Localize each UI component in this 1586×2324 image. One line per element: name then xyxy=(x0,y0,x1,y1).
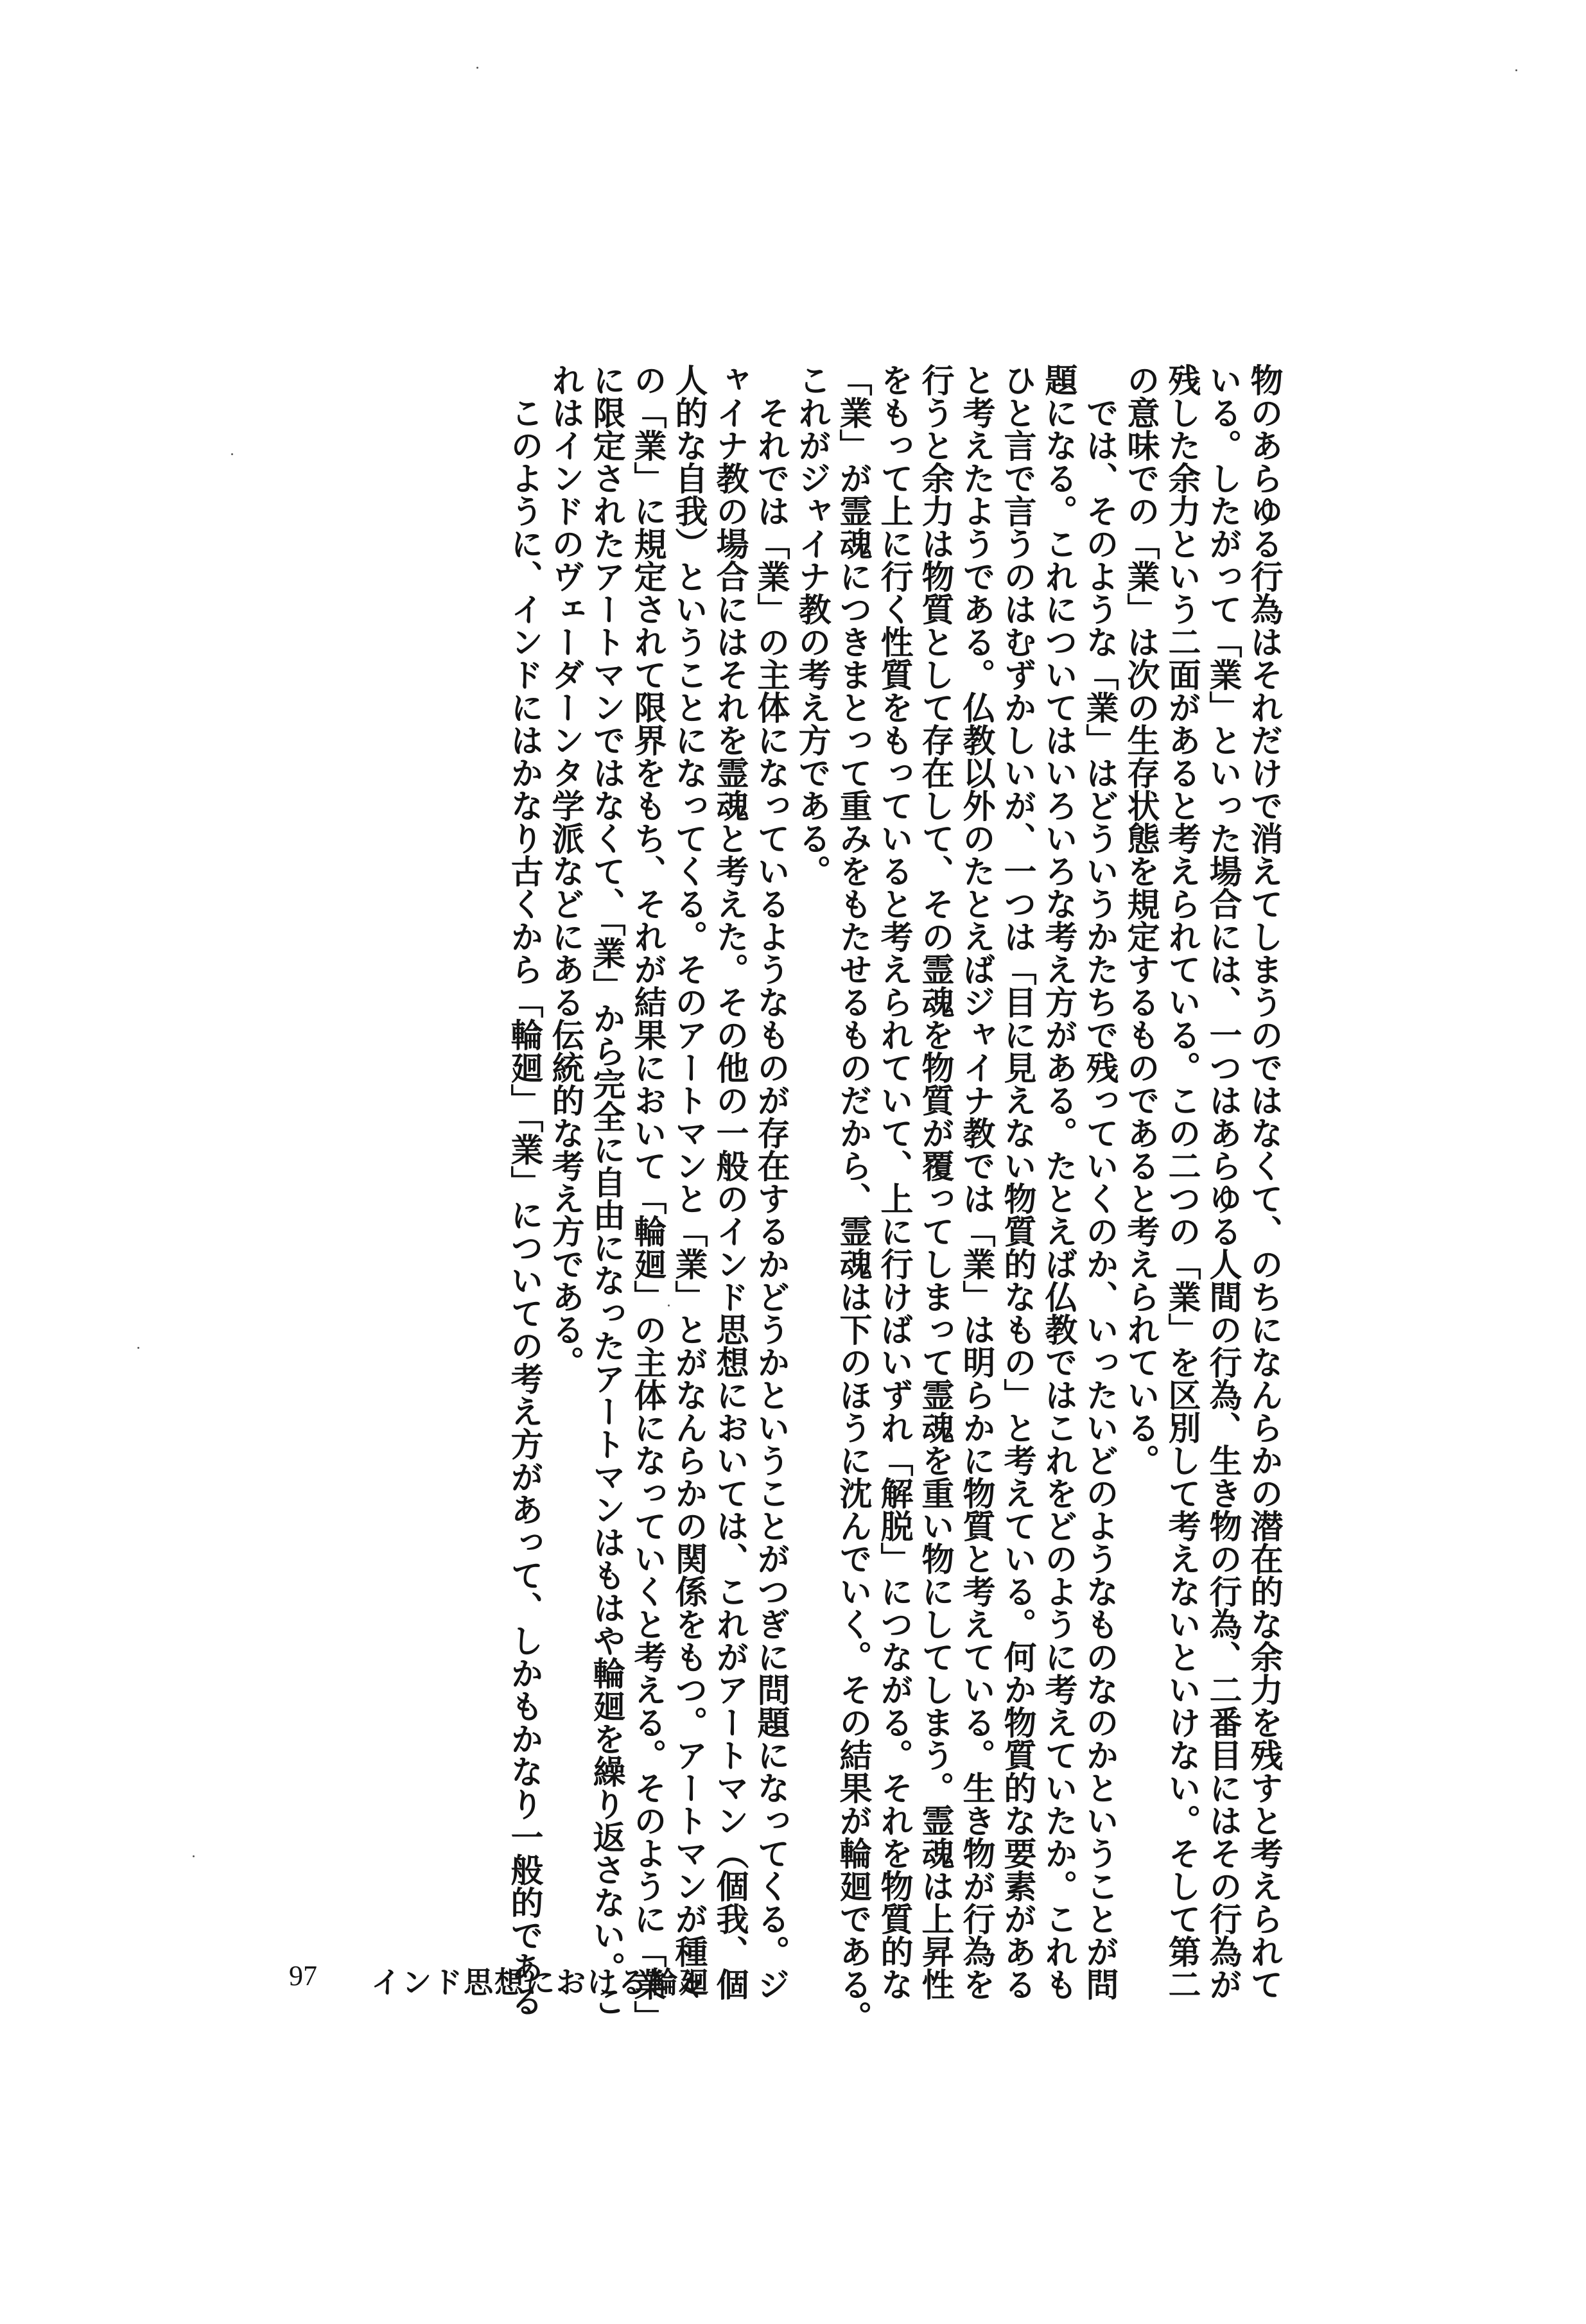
scan-speck xyxy=(137,1347,139,1349)
text-line: では、そのような「業」はどういうかたちで残っていくのか、いったいどのようなものなのかということが問 xyxy=(1080,363,1119,2000)
scan-speck xyxy=(1515,69,1517,71)
text-line: と考えたようである。仏教以外のたとえばジャイナ教では「業」は明らかに物質と考えている。生き物が行為を xyxy=(957,363,995,2000)
text-line: このように、インドにはかなり古くから「輪廻」「業」についての考え方があって、しかもかなり一般的である xyxy=(505,363,543,2017)
scan-speck xyxy=(476,67,478,69)
text-line: に限定されたアートマンではなくて、「業」から完全に自由になったアートマンはもはや輪廻を繰り返さない。こ xyxy=(587,363,625,2017)
text-line: それでは「業」の主体になっているようなものが存在するかどうかということがつぎに問題になってくる。ジ xyxy=(751,363,790,2000)
text-line: いる。したがって「業」といった場合には、一つはあらゆる人間の行為、生き物の行為、二番目にはその行為が xyxy=(1203,363,1242,2000)
page-footer xyxy=(289,1959,803,2011)
text-line: の「業」に規定されて限界をもち、それが結果において「輪廻」の主体になっていくと考える。そのように「業」 xyxy=(628,363,667,2033)
scan-speck xyxy=(193,1855,195,1857)
text-line: 題になる。これについてはいろいろな考え方がある。たとえば仏教ではこれをどのように考えていたか。これも xyxy=(1039,363,1077,2000)
text-line: の意味での「業」は次の生存状態を規定するものであると考えられている。 xyxy=(1121,363,1160,1477)
running-title: インド思想における輪廻 xyxy=(371,1965,710,2000)
text-line: ャイナ教の場合にはそれを霊魂と考えた。その他の一般のインド思想においては、これがアートマン（個我、個 xyxy=(710,363,749,2000)
text-line: 残した余力という二面があると考えられている。この二つの「業」を区別して考えないといけない。そして第二 xyxy=(1162,363,1201,2000)
text-line: 行うと余力は物質として存在して、その霊魂を物質が覆ってしまって霊魂を重い物にしてしまう。霊魂は上昇性 xyxy=(916,363,954,2000)
text-line: をもって上に行く性質をもっていると考えられていて、上に行けばいずれ「解脱」につながる。それを物質的な xyxy=(875,363,913,2000)
page-number: 97 xyxy=(289,1960,317,1991)
text-line: れはインドのヴェーダーンタ学派などにある伝統的な考え方である。 xyxy=(546,363,584,1378)
text-line: これがジャイナ教の考え方である。 xyxy=(792,363,831,887)
text-line: 「業」が霊魂につきまとって重みをもたせるものだから、霊魂は下のほうに沈んでいく。その結果が輪廻である。 xyxy=(833,363,872,2033)
text-line: 人的な自我）ということになってくる。そのアートマンと「業」とがなんらかの関係をもつ。アートマンが種々 xyxy=(669,363,708,2000)
text-line: 物のあらゆる行為はそれだけで消えてしまうのではなくて、のちになんらかの潜在的な余力を残すと考えられて xyxy=(1244,363,1283,2000)
text-line: ひと言で言うのはむずかしいが、一つは「目に見えない物質的なもの」と考えている。何か物質的な要素がある xyxy=(998,363,1036,2000)
